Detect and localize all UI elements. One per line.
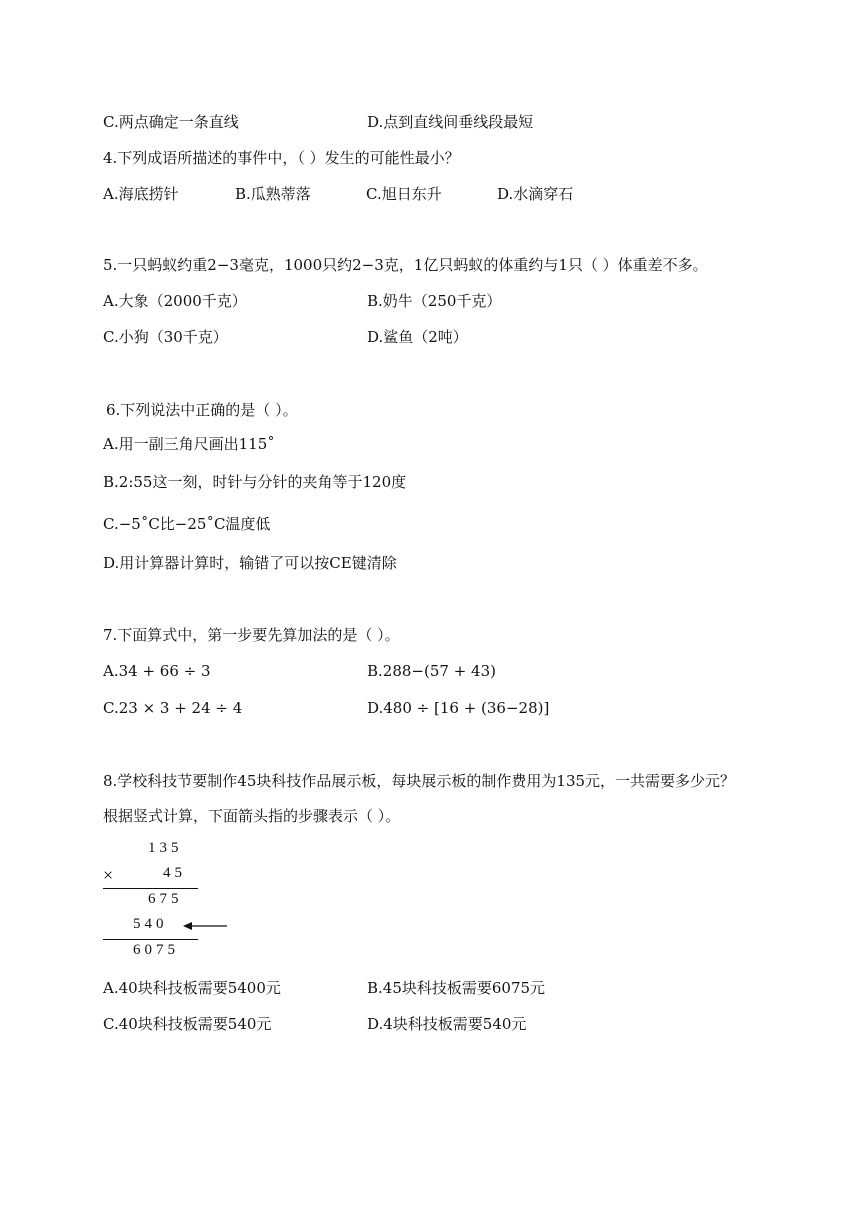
calc-times-sign: ×	[103, 865, 114, 885]
q6-option-d: D.用计算器计算时，输错了可以按CE键清除	[103, 554, 397, 572]
q4-option-c: C.旭日东升	[366, 185, 442, 203]
q7-option-a: A.34 + 66 ÷ 3	[103, 662, 211, 680]
calc-multiplier: 45	[163, 865, 186, 881]
q4-option-d: D.水滴穿石	[497, 185, 574, 203]
q8-option-b: B.45块科技板需要6075元	[367, 979, 546, 997]
q5-option-c: C.小狗（30千克）	[103, 328, 228, 346]
q3-option-d: D.点到直线间垂线段最短	[367, 113, 534, 131]
calc-result: 6075	[133, 942, 179, 958]
q8-stem: 8.学校科技节要制作45块科技作品展示板，每块展示板的制作费用为135元，一共需要多少元？	[103, 772, 736, 790]
q6-option-b: B.2:55这一刻，时针与分针的夹角等于120度	[103, 473, 407, 491]
q5-stem: 5.一只蚂蚁约重2−3毫克，1000只约2−3克，1亿只蚂蚁的体重约与1只（ ）体重差不多。	[103, 256, 708, 274]
q6-stem: 6.下列说法中正确的是（ ）。	[106, 401, 298, 419]
q8-option-d: D.4块科技板需要540元	[367, 1015, 527, 1033]
q8-option-c: C.40块科技板需要540元	[103, 1015, 272, 1033]
calc-rule-1	[103, 888, 198, 889]
q8-option-a: A.40块科技板需要5400元	[103, 979, 281, 997]
q4-option-b: B.瓜熟蒂落	[235, 185, 311, 203]
q6-option-a: A.用一副三角尺画出115˚	[103, 435, 275, 453]
calc-partial-product-2: 540	[133, 916, 168, 932]
q3-option-c: C.两点确定一条直线	[103, 113, 239, 131]
q4-option-a: A.海底捞针	[103, 185, 179, 203]
q5-option-d: D.鲨鱼（2吨）	[367, 328, 468, 346]
q4-stem: 4.下列成语所描述的事件中，（ ）发生的可能性最小？	[103, 149, 460, 167]
q7-stem: 7.下面算式中，第一步要先算加法的是（ ）。	[103, 626, 400, 644]
q8-stem-2: 根据竖式计算，下面箭头指的步骤表示（ ）。	[103, 807, 401, 825]
q7-option-d: D.480 ÷ [16 + (36−28)]	[367, 699, 550, 717]
q7-option-b: B.288−(57 + 43)	[367, 662, 496, 680]
q7-option-c: C.23 × 3 + 24 ÷ 4	[103, 699, 243, 717]
arrow-left-icon	[183, 919, 229, 933]
calc-partial-product-1: 675	[148, 891, 183, 907]
q5-option-a: A.大象（2000千克）	[103, 292, 247, 310]
vertical-multiplication	[103, 840, 243, 970]
calc-multiplicand: 135	[148, 840, 183, 856]
calc-rule-2	[103, 939, 198, 940]
q5-option-b: B.奶牛（250千克）	[367, 292, 502, 310]
q6-option-c: C.−5˚C比−25˚C温度低	[103, 515, 271, 533]
